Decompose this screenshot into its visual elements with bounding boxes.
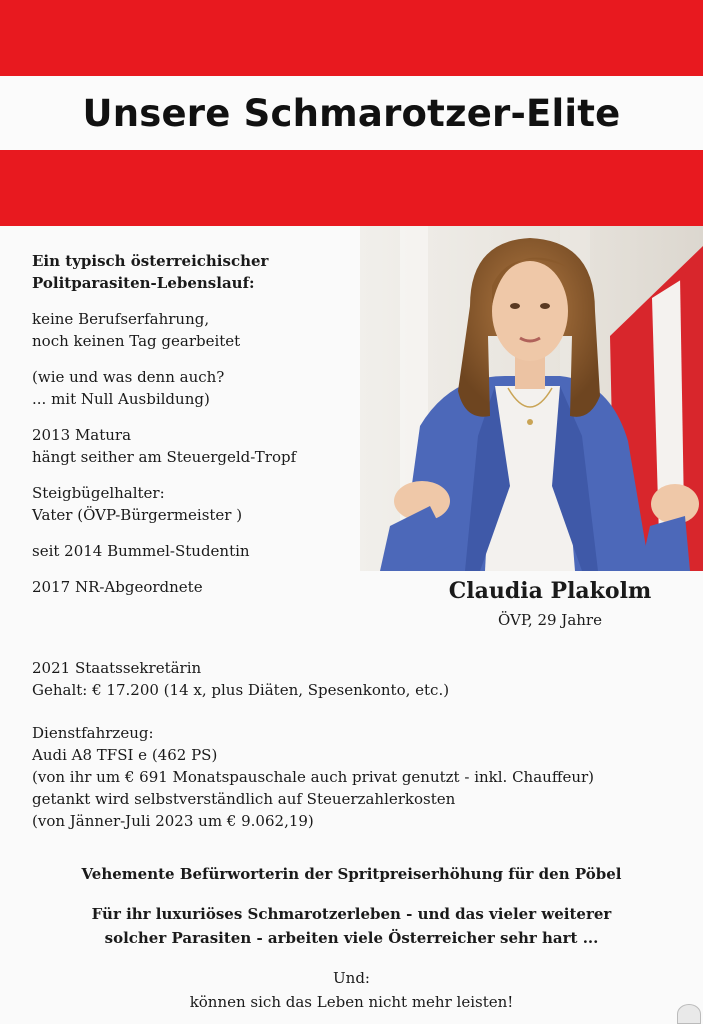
bio-nr: 2017 NR-Abgeordnete <box>32 578 203 596</box>
bio-car-block <box>32 722 692 832</box>
bio-secretary-block <box>32 657 692 701</box>
flag-top-band <box>0 0 703 76</box>
bio-secretary: 2021 Staatssekretärin Gehalt: € 17.200 (14 x, plus Diäten, Spesenkonto, etc.) <box>32 659 450 699</box>
person-party-age: ÖVP, 29 Jahre <box>498 611 602 629</box>
biography <box>32 250 362 612</box>
footer-line-2: Für ihr luxuriöses Schmarotzerleben - und das vieler weiterer solcher Parasiten - arbeiten viele Österreicher sehr hart ... <box>91 905 612 947</box>
footer-line-1: Vehemente Befürworterin der Spritpreiserhöhung für den Pöbel <box>81 865 622 883</box>
flag-bottom-band <box>0 150 703 226</box>
bio-experience: keine Berufserfahrung, noch keinen Tag gearbeitet <box>32 310 241 350</box>
bio-education: (wie und was denn auch? ... mit Null Ausbildung) <box>32 368 225 408</box>
person-name: Claudia Plakolm <box>448 578 652 604</box>
footer-line-3: Und: können sich das Leben nicht mehr leisten! <box>189 969 514 1011</box>
portrait-photo-icon <box>360 226 703 571</box>
bio-car: Dienstfahrzeug: Audi A8 TFSI e (462 PS) (von ihr um € 691 Monatspauschale auch privat genutzt - inkl. Chauffeur) getankt wird selbstverständlich auf Steuerzahlerkosten (von Jänner-Juli 2023 um € 9.062,19) <box>32 724 595 830</box>
portrait-photo <box>360 226 703 571</box>
bio-intro: Ein typisch österreichischer Politparasiten-Lebenslauf: <box>32 252 269 292</box>
bio-student: seit 2014 Bummel-Studentin <box>32 542 250 560</box>
title-strip <box>0 76 703 150</box>
watermark-icon <box>677 1004 701 1024</box>
bio-matura: 2013 Matura hängt seither am Steuergeld-Tropf <box>32 426 297 466</box>
bio-stirrup: Steigbügelhalter: Vater (ÖVP-Bürgermeister ) <box>32 484 243 524</box>
page-title: Unsere Schmarotzer-Elite <box>82 91 621 135</box>
